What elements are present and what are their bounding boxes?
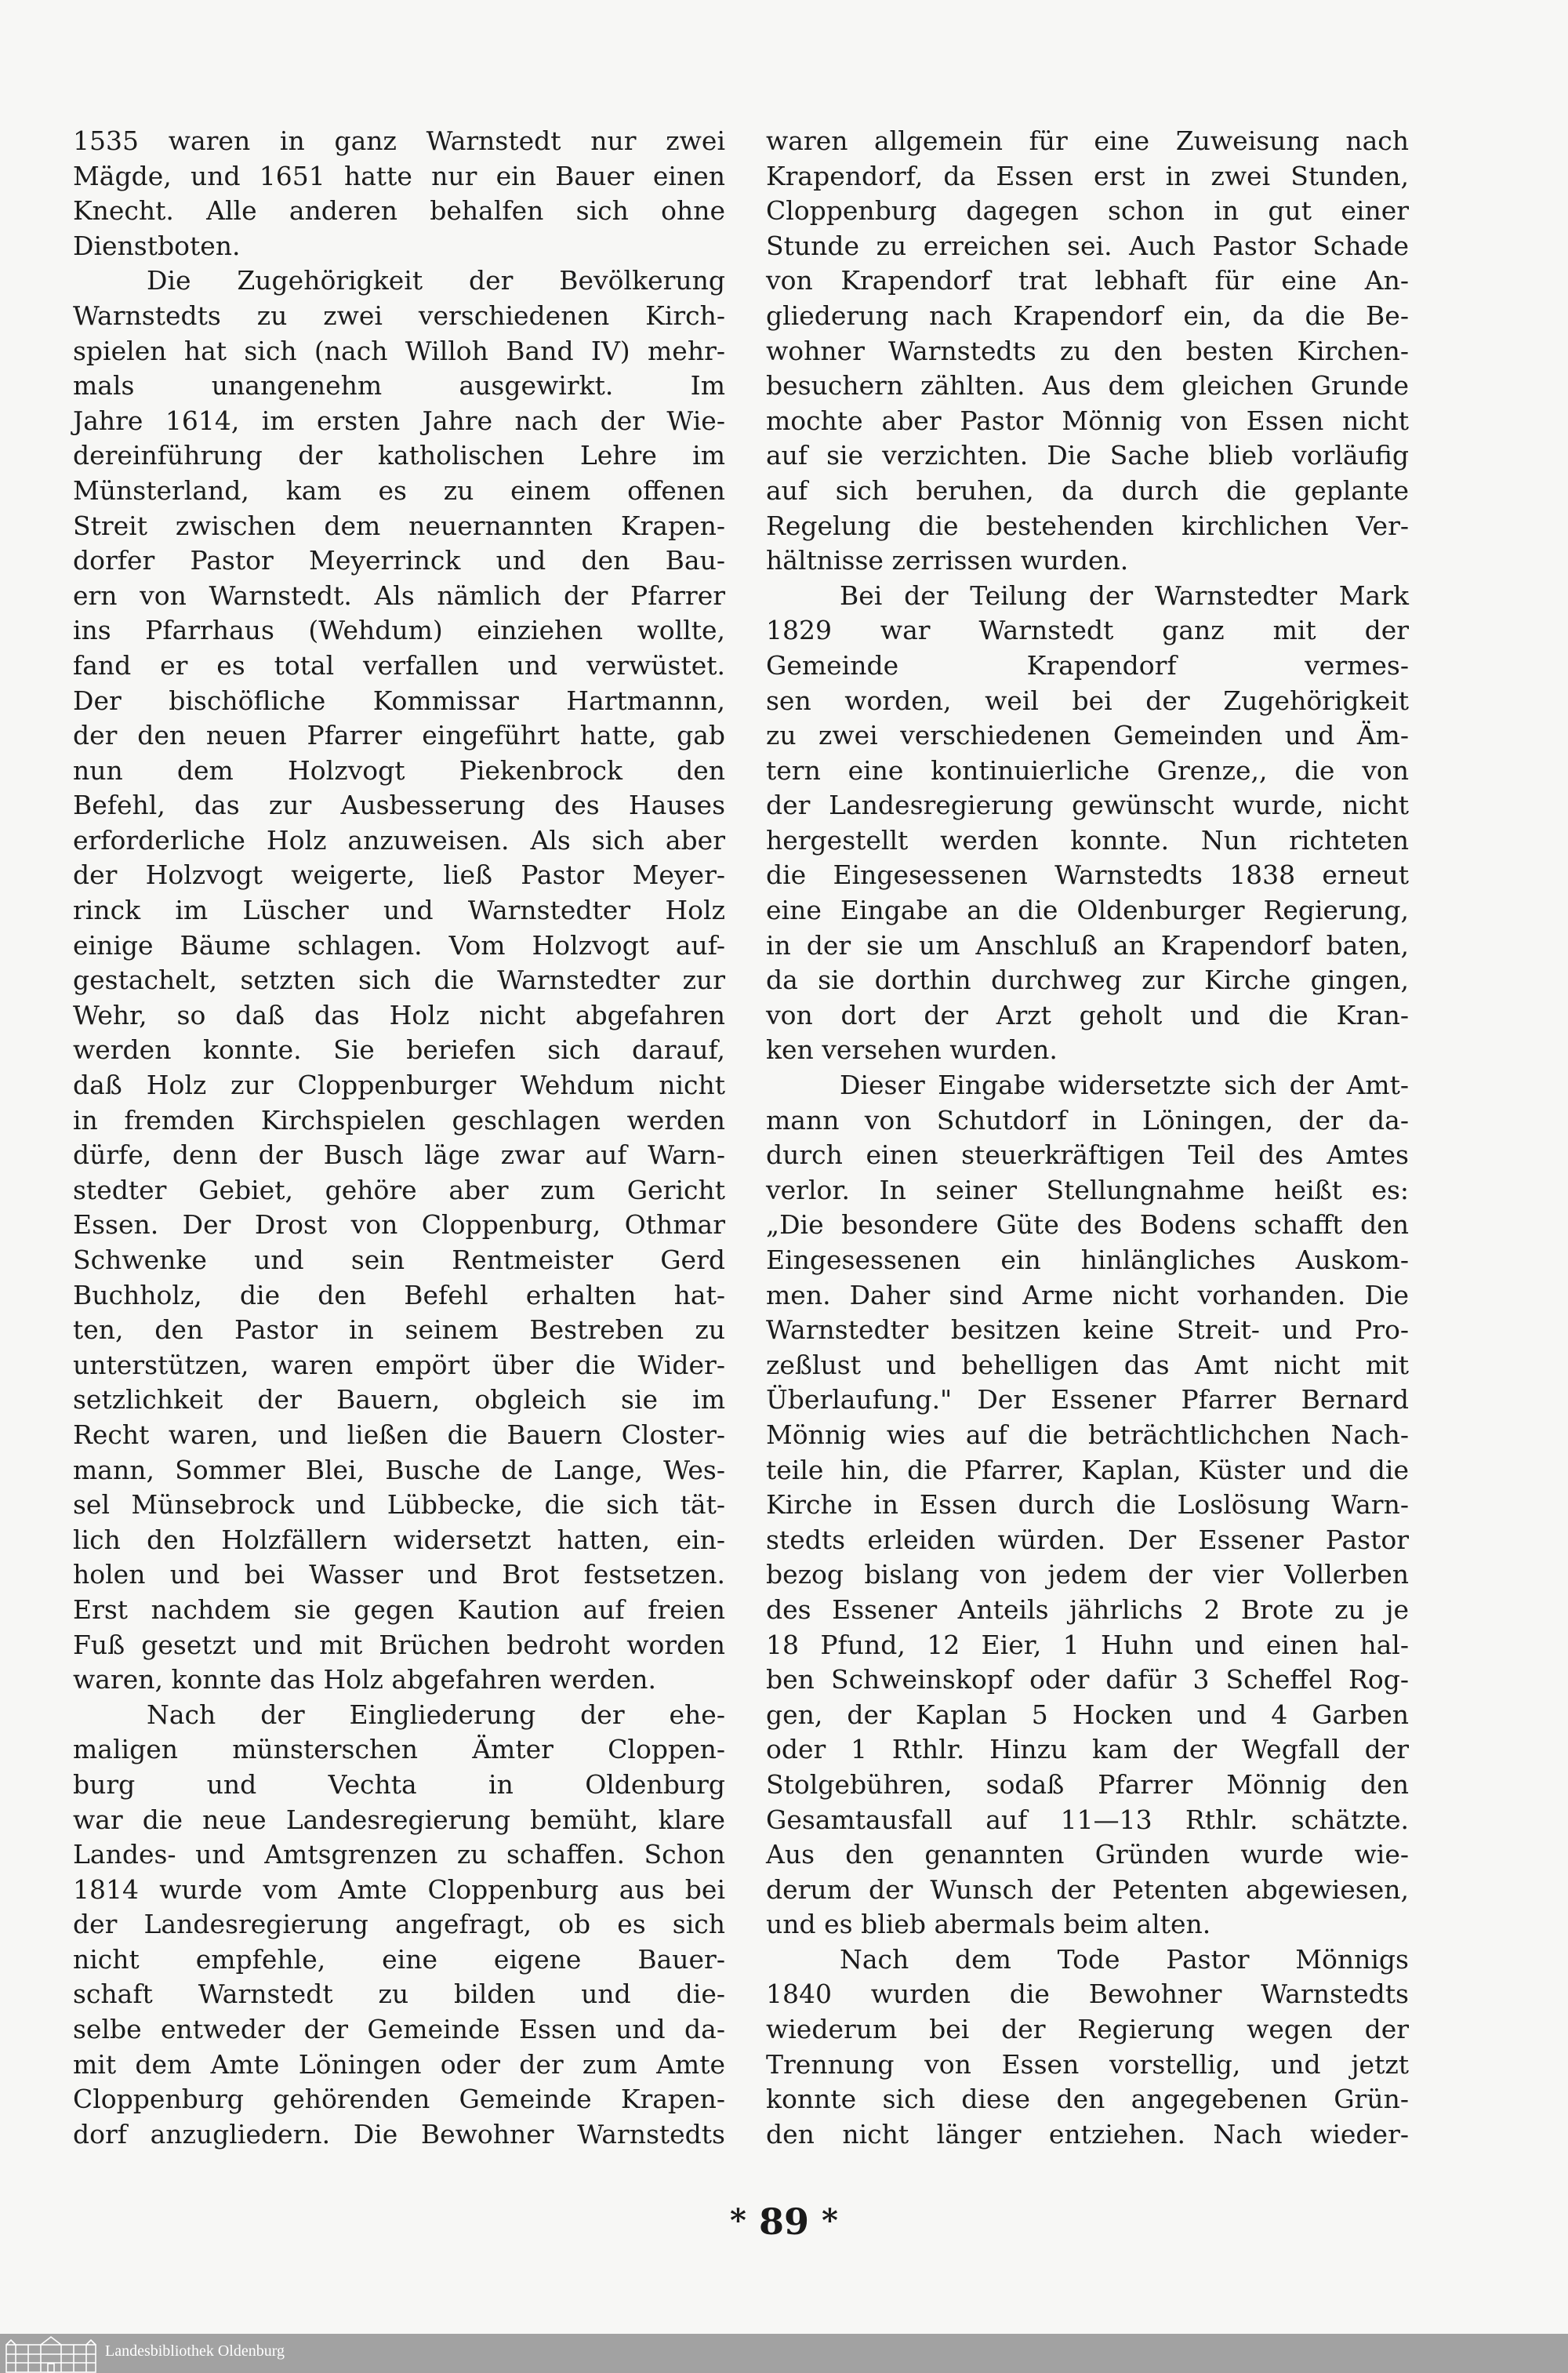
text-line: mit dem Amte Löningen oder der zum Amte: [73, 2048, 725, 2080]
text-line: Aus den genannten Gründen wurde wie-: [766, 1839, 1409, 1870]
library-building-icon: [5, 2335, 97, 2373]
text-line: unterstützen, waren empört über die Wider-: [73, 1349, 725, 1380]
text-line: holen und bei Wasser und Brot festsetzen.: [73, 1559, 725, 1590]
text-line: Gemeinde Krapendorf vermes-: [766, 649, 1409, 681]
text-line: stedts erleiden würden. Der Essener Pastor: [766, 1524, 1409, 1555]
text-line: Warnstedter besitzen keine Streit- und Pro-: [766, 1314, 1409, 1346]
text-line: dorfer Pastor Meyerrinck und den Bau-: [73, 545, 725, 576]
text-line: Mägde, und 1651 hatte nur ein Bauer einen: [73, 160, 725, 191]
text-line: dorf anzugliedern. Die Bewohner Warnstedts: [73, 2118, 725, 2150]
text-line: den nicht länger entziehen. Nach wieder-: [766, 2118, 1409, 2150]
text-line: Nach dem Tode Pastor Mönnigs: [840, 1943, 1409, 1975]
text-line: ken versehen wurden.: [766, 1034, 1058, 1066]
text-line: maligen münsterschen Ämter Cloppen-: [73, 1734, 725, 1765]
library-footer-bar: [0, 2334, 1568, 2373]
text-line: „Die besondere Güte des Bodens schafft den: [766, 1209, 1409, 1241]
left-text-column: [73, 124, 725, 2152]
text-line: nicht empfehle, eine eigene Bauer-: [73, 1943, 725, 1975]
text-line: schaft Warnstedt zu bilden und die-: [73, 1979, 725, 2010]
text-line: Mönnig wies auf die beträchtlichchen Nach-: [766, 1419, 1409, 1450]
text-line: men. Daher sind Arme nicht vorhanden. Die: [766, 1279, 1409, 1310]
text-line: einige Bäume schlagen. Vom Holzvogt auf-: [73, 929, 725, 961]
text-line: oder 1 Rthlr. Hinzu kam der Wegfall der: [766, 1734, 1409, 1765]
text-line: Erst nachdem sie gegen Kaution auf freien: [73, 1594, 725, 1625]
text-line: ten, den Pastor in seinem Bestreben zu: [73, 1314, 725, 1346]
text-line: die Eingesessenen Warnstedts 1838 erneut: [766, 859, 1409, 891]
paragraph: [766, 1068, 1409, 1942]
text-line: 1535 waren in ganz Warnstedt nur zwei: [73, 125, 725, 156]
text-line: Eingesessenen ein hinlängliches Auskom-: [766, 1245, 1409, 1275]
text-line: Bei der Teilung der Warnstedter Mark: [840, 580, 1409, 611]
text-line: Der bischöfliche Kommissar Hartmannn,: [73, 685, 725, 716]
text-line: der Holzvogt weigerte, ließ Pastor Meyer-: [73, 859, 725, 891]
text-line: Schwenke und sein Rentmeister Gerd: [73, 1245, 725, 1275]
text-line: erforderliche Holz anzuweisen. Als sich aber: [73, 824, 725, 856]
text-line: auf sie verzichten. Die Sache blieb vorläufig: [766, 440, 1409, 471]
text-line: mals unangenehm ausgewirkt. Im: [73, 370, 725, 402]
text-line: Streit zwischen dem neuernannten Krapen-: [73, 510, 725, 541]
text-line: von Krapendorf trat lebhaft für eine An-: [766, 265, 1409, 296]
text-line: Die Zugehörigkeit der Bevölkerung: [147, 265, 725, 296]
text-line: verlor. In seiner Stellungnahme heißt es:: [766, 1174, 1409, 1205]
text-line: gliederung nach Krapendorf ein, da die Be-: [766, 300, 1409, 331]
text-line: Cloppenburg gehörenden Gemeinde Krapen-: [73, 2084, 725, 2115]
text-line: sel Münsebrock und Lübbecke, die sich tät-: [73, 1489, 725, 1521]
text-line: in fremden Kirchspielen geschlagen werden: [73, 1104, 725, 1136]
text-line: Cloppenburg dagegen schon in gut einer: [766, 195, 1409, 227]
text-line: Trennung von Essen vorstellig, und jetzt: [766, 2048, 1409, 2080]
text-line: 1814 wurde vom Amte Cloppenburg aus bei: [73, 1873, 725, 1905]
text-line: spielen hat sich (nach Willoh Band IV) mehr-: [73, 335, 725, 366]
text-line: des Essener Anteils jährlichs 2 Brote zu je: [766, 1594, 1409, 1625]
text-line: eine Eingabe an die Oldenburger Regierung,: [766, 895, 1409, 926]
text-line: burg und Vechta in Oldenburg: [73, 1768, 725, 1800]
text-line: nun dem Holzvogt Piekenbrock den: [73, 754, 725, 786]
text-line: mann von Schutdorf in Löningen, der da-: [766, 1104, 1409, 1136]
text-line: fand er es total verfallen und verwüstet.: [73, 649, 725, 681]
text-line: zeßlust und behelligen das Amt nicht mit: [766, 1349, 1409, 1380]
paragraph: [73, 263, 725, 1697]
text-line: stedter Gebiet, gehöre aber zum Gericht: [73, 1174, 725, 1205]
text-line: wohner Warnstedts zu den besten Kirchen-: [766, 335, 1409, 366]
text-line: Landes- und Amtsgrenzen zu schaffen. Schon: [73, 1839, 725, 1870]
text-line: auf sich beruhen, da durch die geplante: [766, 474, 1409, 506]
text-line: Essen. Der Drost von Cloppenburg, Othmar: [73, 1209, 725, 1241]
text-line: waren, konnte das Holz abgefahren werden.: [73, 1664, 656, 1695]
text-line: werden konnte. Sie beriefen sich darauf,: [73, 1034, 725, 1066]
text-line: selbe entweder der Gemeinde Essen und da-: [73, 2014, 725, 2045]
paragraph: [73, 1698, 725, 2153]
text-line: Knecht. Alle anderen behalfen sich ohne: [73, 195, 725, 227]
text-line: 18 Pfund, 12 Eier, 1 Huhn und einen hal-: [766, 1629, 1409, 1660]
text-line: Recht waren, und ließen die Bauern Closter-: [73, 1419, 725, 1450]
text-line: mochte aber Pastor Mönnig von Essen nicht: [766, 405, 1409, 436]
text-line: gestachelt, setzten sich die Warnstedter zur: [73, 965, 725, 996]
text-line: in der sie um Anschluß an Krapendorf baten,: [766, 929, 1409, 961]
text-line: Münsterland, kam es zu einem offenen: [73, 474, 725, 506]
text-line: dürfe, denn der Busch läge zwar auf Warn-: [73, 1139, 725, 1171]
paragraph: [766, 1942, 1409, 2153]
asterisk-ornament-right: *: [822, 2202, 838, 2239]
text-line: teile hin, die Pfarrer, Kaplan, Küster und die: [766, 1454, 1409, 1485]
text-line: gen, der Kaplan 5 Hocken und 4 Garben: [766, 1699, 1409, 1730]
text-line: Kirche in Essen durch die Loslösung Warn-: [766, 1489, 1409, 1521]
text-line: Regelung die bestehenden kirchlichen Ver-: [766, 510, 1409, 541]
text-line: Dienstboten.: [73, 230, 241, 261]
text-line: ins Pfarrhaus (Wehdum) einziehen wollte,: [73, 615, 725, 646]
text-line: rinck im Lüscher und Warnstedter Holz: [73, 895, 725, 926]
text-line: daß Holz zur Cloppenburger Wehdum nicht: [73, 1070, 725, 1101]
text-line: war die neue Landesregierung bemüht, klare: [73, 1804, 725, 1835]
paragraph: [766, 124, 1409, 579]
text-line: setzlichkeit der Bauern, obgleich sie im: [73, 1384, 725, 1415]
text-line: dereinführung der katholischen Lehre im: [73, 440, 725, 471]
text-line: hältnisse zerrissen wurden.: [766, 545, 1129, 576]
text-line: zu zwei verschiedenen Gemeinden und Äm-: [766, 720, 1409, 751]
text-line: und es blieb abermals beim alten.: [766, 1909, 1211, 1940]
text-line: tern eine kontinuierliche Grenze,, die von: [766, 754, 1409, 786]
text-line: waren allgemein für eine Zuweisung nach: [766, 125, 1409, 156]
text-line: 1840 wurden die Bewohner Warnstedts: [766, 1979, 1409, 2010]
library-name: Landesbibliothek Oldenburg: [105, 2342, 285, 2360]
text-line: Gesamtausfall auf 11—13 Rthlr. schätzte.: [766, 1804, 1409, 1835]
text-line: derum der Wunsch der Petenten abgewiesen,: [766, 1873, 1409, 1905]
page-number-value: 89: [758, 2200, 809, 2243]
text-line: ben Schweinskopf oder dafür 3 Scheffel Rog-: [766, 1664, 1409, 1695]
text-line: sen worden, weil bei der Zugehörigkeit: [766, 685, 1409, 716]
text-line: der Landesregierung angefragt, ob es sich: [73, 1909, 725, 1940]
text-line: Befehl, das zur Ausbesserung des Hauses: [73, 790, 725, 821]
text-line: Stolgebühren, sodaß Pfarrer Mönnig den: [766, 1768, 1409, 1800]
text-line: Fuß gesetzt und mit Brüchen bedroht worden: [73, 1629, 725, 1660]
text-line: wiederum bei der Regierung wegen der: [766, 2014, 1409, 2045]
text-line: hergestellt werden konnte. Nun richteten: [766, 824, 1409, 856]
text-line: da sie dorthin durchweg zur Kirche gingen,: [766, 965, 1409, 996]
text-line: der Landesregierung gewünscht wurde, nicht: [766, 790, 1409, 821]
asterisk-ornament-left: *: [730, 2202, 746, 2239]
text-line: der den neuen Pfarrer eingeführt hatte, gab: [73, 720, 725, 751]
text-line: mann, Sommer Blei, Busche de Lange, Wes-: [73, 1454, 725, 1485]
paragraph: [766, 579, 1409, 1068]
text-line: Warnstedts zu zwei verschiedenen Kirch-: [73, 300, 725, 331]
page-number: [0, 2200, 1568, 2243]
text-line: Dieser Eingabe widersetzte sich der Amt-: [840, 1070, 1409, 1101]
text-line: Überlaufung." Der Essener Pfarrer Bernard: [766, 1384, 1409, 1415]
text-line: 1829 war Warnstedt ganz mit der: [766, 615, 1409, 646]
text-line: lich den Holzfällern widersetzt hatten, ein-: [73, 1524, 725, 1555]
text-line: Stunde zu erreichen sei. Auch Pastor Schade: [766, 230, 1409, 261]
text-line: besuchern zählten. Aus dem gleichen Grunde: [766, 370, 1409, 402]
text-line: konnte sich diese den angegebenen Grün-: [766, 2084, 1409, 2115]
text-line: Krapendorf, da Essen erst in zwei Stunden,: [766, 160, 1409, 191]
text-line: Nach der Eingliederung der ehe-: [147, 1699, 725, 1730]
text-line: bezog bislang von jedem der vier Vollerben: [766, 1559, 1409, 1590]
text-line: Jahre 1614, im ersten Jahre nach der Wie-: [73, 405, 725, 436]
text-line: durch einen steuerkräftigen Teil des Amtes: [766, 1139, 1409, 1171]
text-line: Buchholz, die den Befehl erhalten hat-: [73, 1279, 725, 1310]
text-line: Wehr, so daß das Holz nicht abgefahren: [73, 999, 725, 1030]
text-line: ern von Warnstedt. Als nämlich der Pfarrer: [73, 580, 725, 611]
text-line: von dort der Arzt geholt und die Kran-: [766, 999, 1409, 1030]
paragraph: [73, 124, 725, 263]
right-text-column: [766, 124, 1409, 2152]
